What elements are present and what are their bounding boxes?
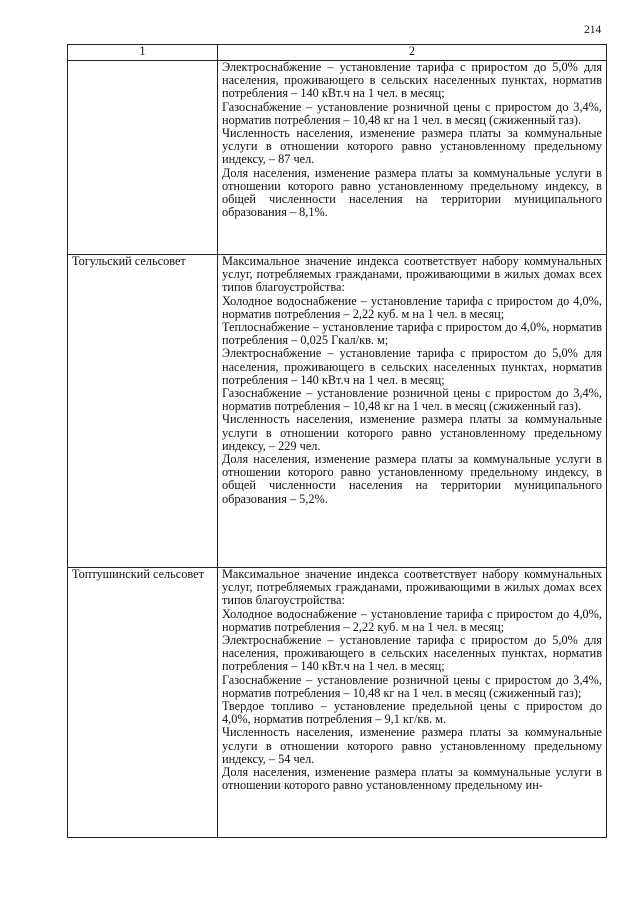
table-header-row <box>68 45 607 61</box>
paragraph: Доля населения, изменение размера платы за коммунальные услуги в отношении которого равно установленному предельному индексу, в общей численности населения на территории муниципального образования – 8,1%. <box>222 165 602 220</box>
index-description <box>218 61 607 255</box>
index-description <box>218 568 607 838</box>
paragraph: Доля населения, изменение размера платы за коммунальные услуги в отношении которого равно установленному предельному ин- <box>222 765 602 793</box>
paragraph: Газоснабжение – установление розничной цены с приростом до 3,4%, норматив потребления – 10,48 кг на 1 чел. в месяц (сжиженный газ); <box>222 672 602 700</box>
paragraph: Холодное водоснабжение – установление тарифа с приростом до 4,0%, норматив потребления – 2,22 куб. м на 1 чел. в месяц; <box>222 606 602 634</box>
municipality-name: Топтушинский сельсовет <box>68 568 218 838</box>
table-row <box>68 61 607 255</box>
paragraph: Электроснабжение – установление тарифа с приростом до 5,0% для населения, проживающего в сельских населенных пунктах, норматив потребления – 140 кВт.ч на 1 чел. в месяц; <box>222 60 602 101</box>
header-col-2: 2 <box>218 45 607 61</box>
paragraph: Максимальное значение индекса соответствует набору коммунальных услуг, потребляемых гражданами, проживающими в жилых домах всех типов благоустройства: <box>222 567 602 608</box>
paragraph: Доля населения, изменение размера платы за коммунальные услуги в отношении которого равно установленному предельному индексу, в общей численности населения на территории муниципального образования – 5,2%. <box>222 452 602 506</box>
paragraph: Холодное водоснабжение – установление тарифа с приростом до 4,0%, норматив потребления – 2,22 куб. м на 1 чел. в месяц; <box>222 293 602 321</box>
utility-index-table <box>67 44 607 838</box>
paragraph: Электроснабжение – установление тарифа с приростом до 5,0% для населения, проживающего в сельских населенных пунктах, норматив потребления – 140 кВт.ч на 1 чел. в месяц; <box>222 346 602 387</box>
paragraph: Численность населения, изменение размера платы за коммунальные услуги в отношении которого равно установленному предельному индексу, – 229 чел. <box>222 412 602 453</box>
paragraph: Численность населения, изменение размера платы за коммунальные услуги в отношении которого равно установленному предельному индексу, – 54 чел. <box>222 725 602 766</box>
table-row <box>68 568 607 838</box>
municipality-name: Тогульский сельсовет <box>68 255 218 568</box>
paragraph: Газоснабжение – установление розничной цены с приростом до 3,4%, норматив потребления – 10,48 кг на 1 чел. в месяц (сжиженный газ). <box>222 99 602 127</box>
paragraph: Теплоснабжение – установление тарифа с приростом до 4,0%, норматив потребления – 0,025 Гкал/кв. м; <box>222 320 602 348</box>
paragraph: Максимальное значение индекса соответствует набору коммунальных услуг, потребляемых гражданами, проживающими в жилых домах всех типов благоустройства: <box>222 254 602 295</box>
page-number: 214 <box>584 24 602 36</box>
table-row <box>68 255 607 568</box>
paragraph: Твердое топливо – установление предельной цены с приростом до 4,0%, норматив потребления – 9,1 кг/кв. м. <box>222 699 602 727</box>
paragraph: Газоснабжение – установление розничной цены с приростом до 3,4%, норматив потребления – 10,48 кг на 1 чел. в месяц (сжиженный газ). <box>222 386 602 414</box>
paragraph: Электроснабжение – установление тарифа с приростом до 5,0% для населения, проживающего в сельских населенных пунктах, норматив потребления – 140 кВт.ч на 1 чел. в месяц; <box>222 633 602 674</box>
municipality-name <box>68 61 218 255</box>
index-description <box>218 255 607 568</box>
header-col-1: 1 <box>68 45 218 61</box>
paragraph: Численность населения, изменение размера платы за коммунальные услуги в отношении которого равно установленному предельному индексу, – 87 чел. <box>222 126 602 167</box>
